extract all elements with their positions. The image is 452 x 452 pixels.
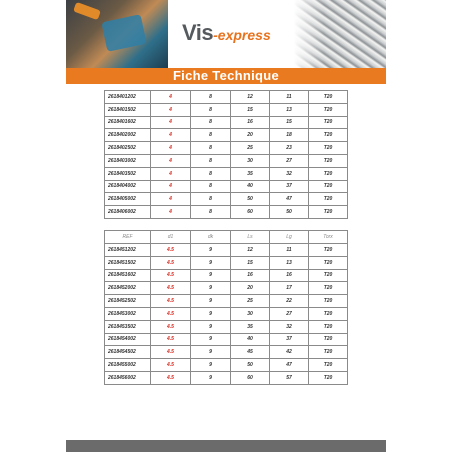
cell-ls: 35 [231, 167, 270, 180]
cell-d1: 4 [151, 167, 191, 180]
cell-ls: 20 [231, 129, 270, 142]
cell-ref: 2618402502 [105, 142, 151, 155]
cell-lg: 47 [270, 193, 309, 206]
cell-d1: 4.5 [151, 295, 191, 308]
cell-dk: 8 [191, 91, 231, 104]
cell-d1: 4 [151, 154, 191, 167]
table-row [105, 346, 348, 359]
cell-dk: 8 [191, 154, 231, 167]
cell-dk: 8 [191, 180, 231, 193]
cell-torx: T20 [309, 333, 348, 346]
cell-d1: 4.5 [151, 244, 191, 257]
brand-sub: express [217, 27, 271, 43]
cell-d1: 4.5 [151, 371, 191, 384]
cell-ls: 50 [231, 359, 270, 372]
cell-torx: T20 [309, 91, 348, 104]
cell-torx: T20 [309, 371, 348, 384]
cell-d1: 4.5 [151, 359, 191, 372]
screws-photo [294, 0, 386, 68]
cell-d1: 4.5 [151, 333, 191, 346]
cell-d1: 4.5 [151, 269, 191, 282]
cell-ref: 2618452002 [105, 282, 151, 295]
cell-lg: 13 [270, 256, 309, 269]
cell-lg: 15 [270, 116, 309, 129]
page-title: Fiche Technique [172, 68, 280, 83]
cell-lg: 42 [270, 346, 309, 359]
header-torx: Torx [309, 231, 348, 244]
cell-ref: 2618452502 [105, 295, 151, 308]
table-row [105, 116, 348, 129]
header-lg: Lg [270, 231, 309, 244]
cell-ref: 2618451202 [105, 244, 151, 257]
cell-torx: T20 [309, 256, 348, 269]
cell-dk: 9 [191, 346, 231, 359]
cell-ls: 25 [231, 295, 270, 308]
cell-dk: 9 [191, 256, 231, 269]
cell-ls: 45 [231, 346, 270, 359]
cell-lg: 50 [270, 206, 309, 219]
cell-d1: 4.5 [151, 307, 191, 320]
workshop-photo [66, 0, 168, 68]
cell-d1: 4 [151, 129, 191, 142]
cell-torx: T20 [309, 116, 348, 129]
cell-dk: 9 [191, 282, 231, 295]
cell-torx: T20 [309, 193, 348, 206]
table-row [105, 359, 348, 372]
table-row [105, 320, 348, 333]
cell-d1: 4.5 [151, 282, 191, 295]
cell-dk: 8 [191, 142, 231, 155]
cell-torx: T20 [309, 142, 348, 155]
cell-ls: 50 [231, 193, 270, 206]
cell-lg: 22 [270, 295, 309, 308]
cell-torx: T20 [309, 307, 348, 320]
cell-lg: 18 [270, 129, 309, 142]
cell-d1: 4 [151, 206, 191, 219]
toolbox-shape [101, 14, 146, 52]
cell-d1: 4 [151, 142, 191, 155]
cell-lg: 32 [270, 167, 309, 180]
cell-dk: 9 [191, 371, 231, 384]
table-row [105, 180, 348, 193]
cell-d1: 4.5 [151, 256, 191, 269]
cell-dk: 8 [191, 206, 231, 219]
cell-ref: 2618454502 [105, 346, 151, 359]
cell-ref: 2618406002 [105, 206, 151, 219]
cell-ref: 2618401602 [105, 116, 151, 129]
cell-lg: 47 [270, 359, 309, 372]
cell-dk: 8 [191, 167, 231, 180]
cell-ls: 35 [231, 320, 270, 333]
cell-dk: 9 [191, 244, 231, 257]
photo-fade [294, 0, 324, 68]
cell-lg: 32 [270, 320, 309, 333]
cell-ls: 20 [231, 282, 270, 295]
cell-ref: 2618453002 [105, 307, 151, 320]
cell-ls: 30 [231, 307, 270, 320]
table-row [105, 282, 348, 295]
cell-lg: 27 [270, 154, 309, 167]
cell-ls: 25 [231, 142, 270, 155]
cell-dk: 9 [191, 320, 231, 333]
cell-ref: 2618455002 [105, 359, 151, 372]
table-row [105, 91, 348, 104]
cell-lg: 11 [270, 244, 309, 257]
cell-ref: 2618403002 [105, 154, 151, 167]
cell-ls: 15 [231, 103, 270, 116]
table-row [105, 103, 348, 116]
cell-lg: 57 [270, 371, 309, 384]
cell-torx: T20 [309, 359, 348, 372]
cell-ls: 16 [231, 116, 270, 129]
table-header-row [105, 231, 348, 244]
cell-torx: T20 [309, 206, 348, 219]
cell-ref: 2618402002 [105, 129, 151, 142]
brand-logo [182, 20, 271, 46]
cell-torx: T20 [309, 180, 348, 193]
table-row [105, 333, 348, 346]
table-row [105, 142, 348, 155]
cell-ref: 2618404002 [105, 180, 151, 193]
cell-lg: 23 [270, 142, 309, 155]
cell-ref: 2618405002 [105, 193, 151, 206]
cell-torx: T20 [309, 154, 348, 167]
table-row [105, 256, 348, 269]
brand-main: Vis [182, 20, 214, 45]
cell-ref: 2618401202 [105, 91, 151, 104]
header-ls: Ls [231, 231, 270, 244]
cell-ls: 40 [231, 180, 270, 193]
cell-ref: 2618451602 [105, 269, 151, 282]
cell-d1: 4.5 [151, 346, 191, 359]
cell-ls: 12 [231, 244, 270, 257]
header-dk: dk [191, 231, 231, 244]
cell-torx: T20 [309, 129, 348, 142]
spec-table-4-5mm [104, 230, 348, 385]
cell-dk: 9 [191, 269, 231, 282]
brand-dash: - [213, 27, 218, 43]
cell-ls: 15 [231, 256, 270, 269]
cell-torx: T20 [309, 346, 348, 359]
cell-ref: 2618451502 [105, 256, 151, 269]
table-row [105, 154, 348, 167]
cell-lg: 16 [270, 269, 309, 282]
cell-ls: 12 [231, 91, 270, 104]
cell-lg: 37 [270, 333, 309, 346]
cell-d1: 4 [151, 116, 191, 129]
table-row [105, 206, 348, 219]
table-row [105, 193, 348, 206]
header-d1: d1 [151, 231, 191, 244]
table-row [105, 167, 348, 180]
footer-bar [66, 440, 386, 452]
cell-torx: T20 [309, 269, 348, 282]
cell-dk: 9 [191, 295, 231, 308]
cell-lg: 27 [270, 307, 309, 320]
cell-dk: 8 [191, 129, 231, 142]
cell-d1: 4.5 [151, 320, 191, 333]
cell-ref: 2618401502 [105, 103, 151, 116]
cell-dk: 8 [191, 116, 231, 129]
spec-table-4mm [104, 90, 348, 219]
cell-ref: 2618456002 [105, 371, 151, 384]
table-row [105, 244, 348, 257]
cell-dk: 9 [191, 307, 231, 320]
cell-dk: 9 [191, 359, 231, 372]
cell-d1: 4 [151, 103, 191, 116]
cell-lg: 17 [270, 282, 309, 295]
cell-torx: T20 [309, 103, 348, 116]
cell-ls: 30 [231, 154, 270, 167]
cell-lg: 13 [270, 103, 309, 116]
cell-ls: 60 [231, 206, 270, 219]
cell-torx: T20 [309, 295, 348, 308]
cell-ref: 2618454002 [105, 333, 151, 346]
cell-ls: 60 [231, 371, 270, 384]
cell-lg: 37 [270, 180, 309, 193]
cell-dk: 9 [191, 333, 231, 346]
cell-ls: 16 [231, 269, 270, 282]
table-row [105, 295, 348, 308]
cell-d1: 4 [151, 180, 191, 193]
table-row [105, 269, 348, 282]
cell-ls: 40 [231, 333, 270, 346]
cell-torx: T20 [309, 244, 348, 257]
table-row [105, 371, 348, 384]
spec-sheet [66, 0, 386, 452]
cell-d1: 4 [151, 91, 191, 104]
cell-ref: 2618453502 [105, 320, 151, 333]
cell-dk: 8 [191, 103, 231, 116]
cell-d1: 4 [151, 193, 191, 206]
header-ref: REF [105, 231, 151, 244]
cell-ref: 2618403502 [105, 167, 151, 180]
cell-torx: T20 [309, 320, 348, 333]
table-row [105, 129, 348, 142]
cell-dk: 8 [191, 193, 231, 206]
table-row [105, 307, 348, 320]
cell-torx: T20 [309, 167, 348, 180]
cell-torx: T20 [309, 282, 348, 295]
tape-measure-shape [73, 2, 101, 20]
cell-lg: 11 [270, 91, 309, 104]
